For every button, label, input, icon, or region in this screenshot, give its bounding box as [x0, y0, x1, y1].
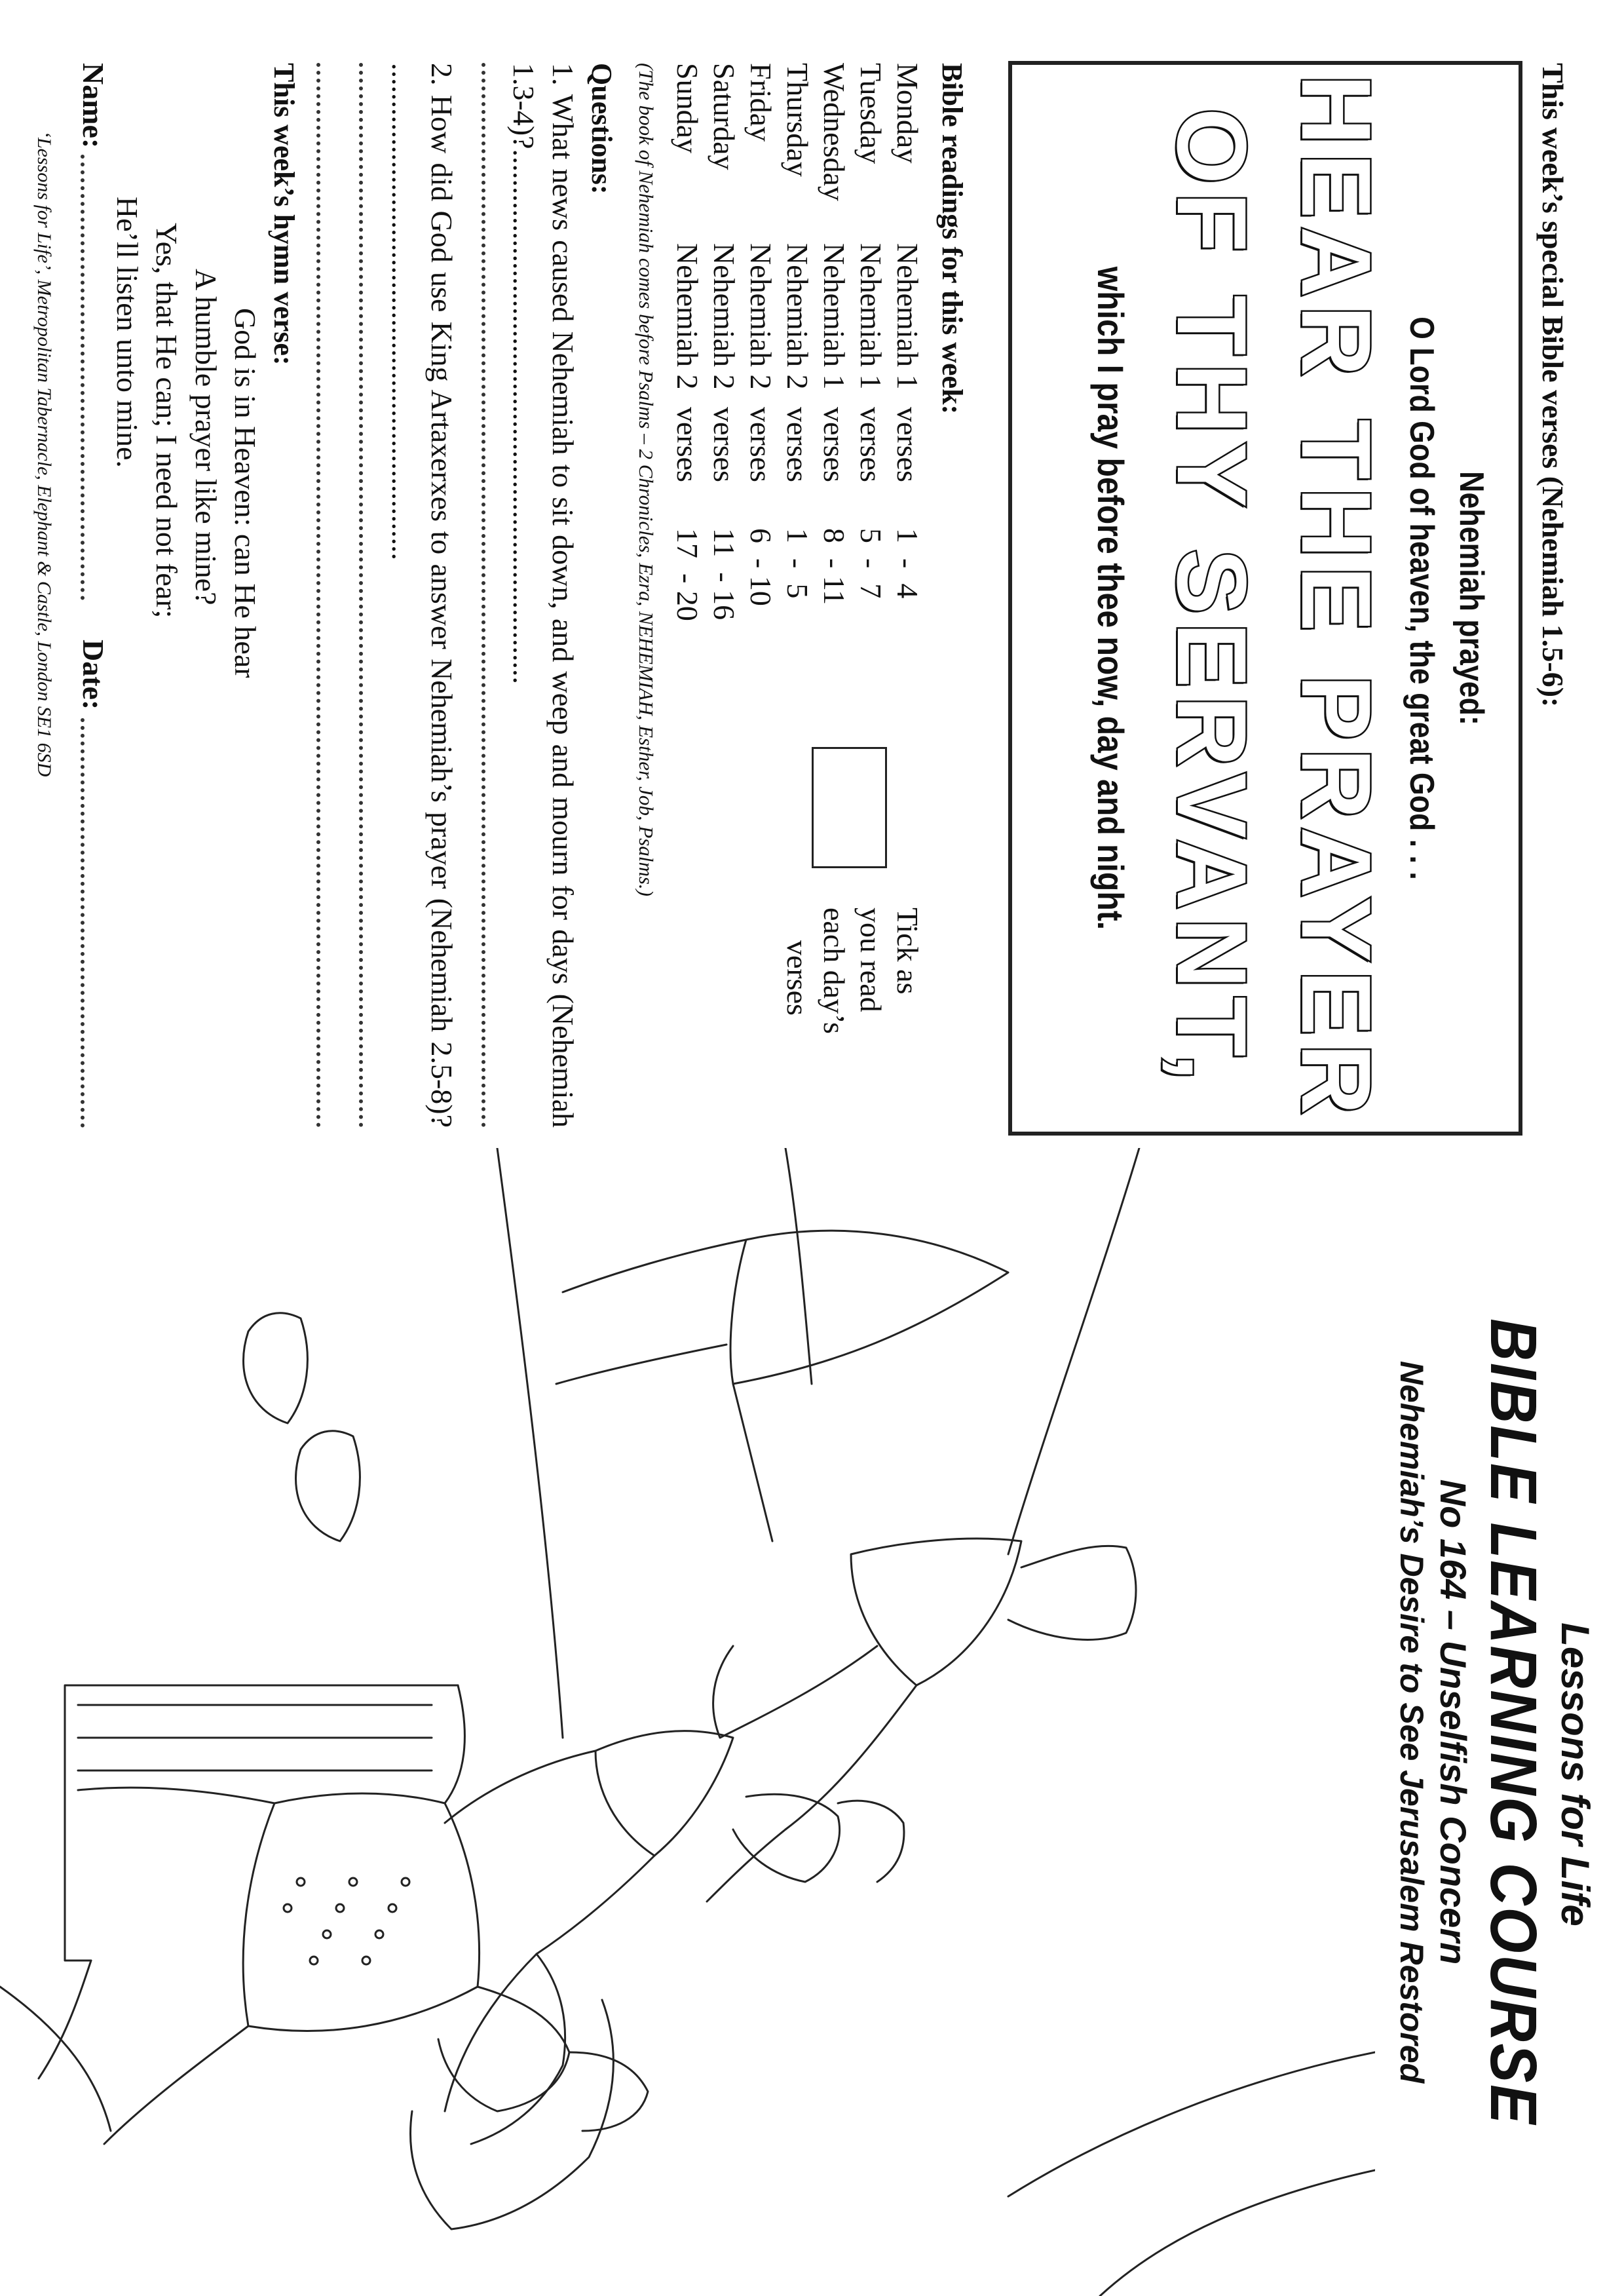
reading-range: 1 - 4 [891, 528, 924, 599]
reading-row [852, 63, 889, 659]
fan-pole [537, 1856, 654, 1954]
books-order-note: (The book of Nehemiah comes before Psalms – 2 Chronicles, Ezra, NEHEMIAH, Esther, Job, Psalms.) [635, 63, 658, 896]
verse-intro: Nehemiah prayed: [1452, 471, 1490, 725]
tick-checkbox[interactable] [812, 747, 887, 868]
reading-day: Friday [744, 63, 778, 142]
reading-book: Nehemiah 1 [854, 243, 888, 390]
tick-instruction-line: each day’s [818, 908, 851, 1034]
name-field[interactable] [81, 155, 85, 600]
reading-day: Saturday [708, 63, 741, 170]
reading-range: 6 - 10 [744, 528, 778, 606]
date-field[interactable] [81, 718, 85, 1128]
throne-frame [65, 1685, 458, 1961]
reading-verses-word: verses [781, 407, 814, 482]
floor-line [785, 1148, 812, 1384]
king-foot [244, 1313, 308, 1423]
king-foot [296, 1431, 360, 1541]
answer-line-2[interactable] [359, 63, 363, 1128]
reading-range: 17 - 20 [671, 528, 704, 621]
reading-verses-word: verses [818, 407, 851, 482]
reading-verses-word: verses [744, 407, 778, 482]
reading-book: Nehemiah 1 [818, 243, 851, 390]
answer-line-3[interactable] [316, 63, 320, 1128]
hymn-line: He’ll listen unto mine. [111, 197, 144, 468]
hymn-title: This week’s hymn verse: [268, 63, 300, 366]
verse-highlight-line: OF THY SERVANT, [1157, 107, 1267, 1089]
course-title: BIBLE LEARNING COURSE [1477, 1318, 1550, 2126]
readings-title: Bible readings for this week: [936, 63, 968, 415]
reading-day: Monday [891, 63, 924, 164]
reading-row [889, 63, 926, 659]
question-1: 1. What news caused Nehemiah to sit down, and weep and mourn for days (Nehemiah 1.3-4)?....................................................................... [507, 63, 580, 1128]
servant-arm [785, 1685, 916, 1829]
fan [471, 1954, 565, 2144]
nehemiah-cap [838, 1801, 904, 1882]
verse-line: which I pray before thee now, day and night. [1090, 266, 1131, 930]
series-title: Lessons for Life [1553, 1622, 1597, 1926]
nehemiah-before-king-illustration [0, 1148, 1375, 2296]
questions-title: Questions: [586, 63, 618, 195]
reading-day: Thursday [781, 63, 814, 177]
answer-line-1[interactable] [482, 63, 485, 1128]
servant-robe [730, 1231, 1008, 1384]
verse-line: O Lord God of heaven, the great God . . . [1403, 316, 1441, 880]
illustration-panel [0, 1148, 1624, 2296]
reading-row [706, 63, 742, 659]
reading-verses-word: verses [708, 407, 741, 482]
nehemiah-head [733, 1794, 840, 1882]
reading-row [742, 63, 779, 659]
reading-row [779, 63, 816, 659]
reading-book: Nehemiah 1 [891, 243, 924, 390]
curtain-line [1008, 2052, 1375, 2196]
reading-day: Sunday [671, 63, 704, 153]
hymn-line: God is in Heaven: can He hear [229, 308, 262, 678]
reading-book: Nehemiah 2 [744, 243, 778, 390]
question-2: 2. How did God use King Artaxerxes to answer Nehemiah’s prayer (Nehemiah 2.5-8)? .................................................................. [386, 63, 459, 1128]
reading-day: Wednesday [818, 63, 851, 201]
reading-verses-word: verses [891, 407, 924, 482]
hymn-line: Yes, that He can; I need not fear; [150, 223, 183, 619]
reading-range: 1 - 5 [781, 528, 814, 599]
floor-line [1008, 1148, 1139, 1554]
king-head [438, 1987, 569, 2111]
reading-verses-word: verses [854, 407, 888, 482]
servant-hat [1008, 1546, 1136, 1639]
reading-verses-word: verses [671, 407, 704, 482]
reading-range: 5 - 7 [854, 528, 888, 599]
curtain-line [1100, 2170, 1375, 2296]
reading-book: Nehemiah 2 [781, 243, 814, 390]
king-crown [569, 2052, 648, 2131]
hymn-verse [107, 197, 265, 678]
lesson-subtitle: Nehemiah’s Desire to See Jerusalem Restored [1393, 1360, 1430, 2084]
floor-line [0, 1987, 111, 2131]
reading-book: Nehemiah 2 [708, 243, 741, 390]
reading-book: Nehemiah 2 [671, 243, 704, 390]
fan-canopy [411, 2000, 614, 2229]
verse-highlight-line: HEAR THE PRAYER [1281, 74, 1391, 1122]
name-label: Name: [77, 63, 110, 149]
date-label: Date: [77, 640, 110, 710]
king-robe [243, 1793, 479, 2031]
servant-torso [851, 1539, 1021, 1685]
reading-row [816, 63, 852, 659]
lesson-number-title: No 164 – Unselfish Concern [1433, 1479, 1474, 1965]
tick-instruction [779, 908, 926, 1052]
footer-credit: ‘Lessons for Life’, Metropolitan Tabernacle, Elephant & Castle, London SE1 6SD [33, 131, 55, 777]
nehemiah-torso [595, 1731, 733, 1856]
hymn-line: A humble prayer like mine? [189, 269, 223, 605]
memory-verse-box [1008, 61, 1522, 1136]
reading-day: Tuesday [854, 63, 888, 164]
floor-line [497, 1148, 563, 1738]
tick-instruction-line: you read [854, 908, 888, 1012]
reading-range: 11 - 16 [708, 528, 741, 621]
special-verses-label: This week’s special Bible verses (Nehemiah 1.5-6): [1536, 63, 1570, 708]
tick-instruction-line: Tick as [891, 908, 924, 995]
readings-table [669, 63, 926, 659]
tick-instruction-line: verses [781, 940, 814, 1016]
reading-range: 8 - 11 [818, 528, 851, 605]
reading-row [669, 63, 706, 659]
